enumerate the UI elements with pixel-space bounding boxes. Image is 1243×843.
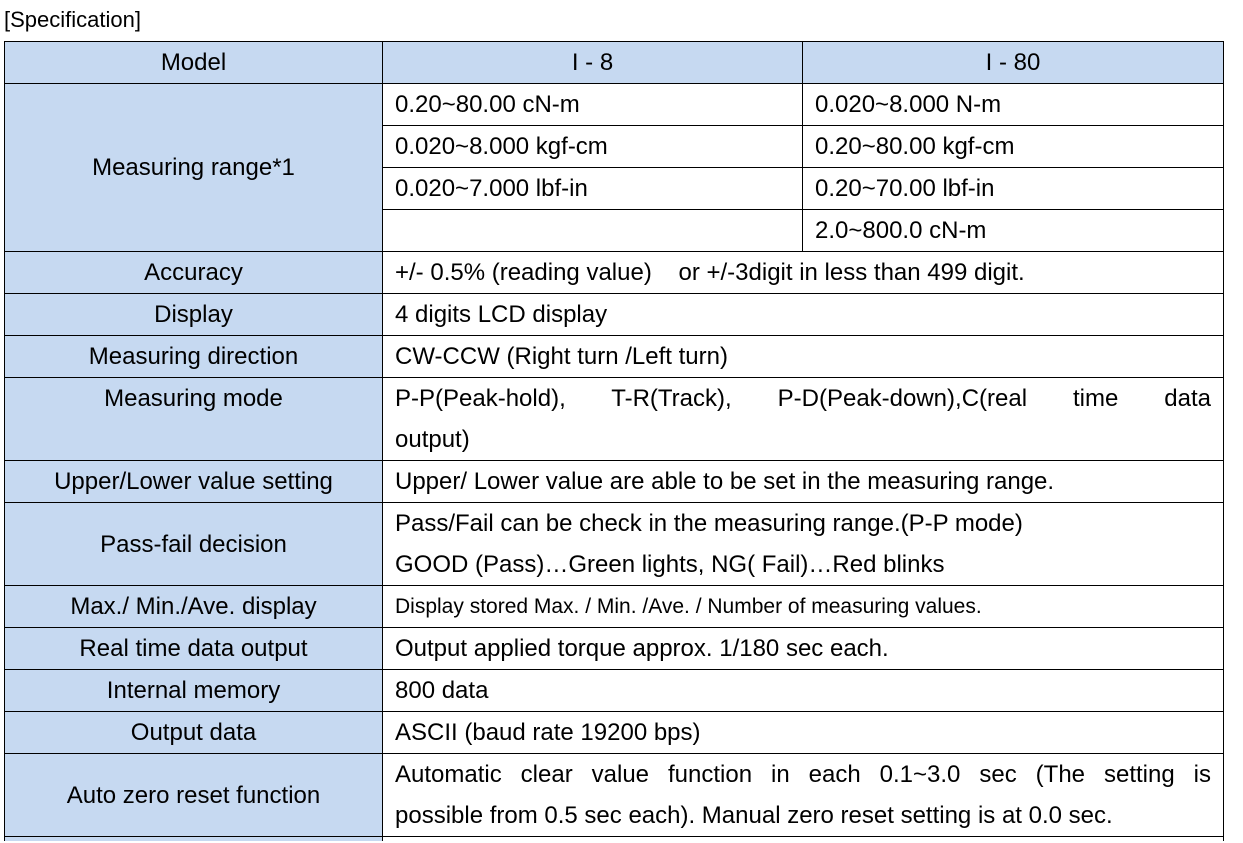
range-i8-cell xyxy=(383,210,803,252)
measuring-direction-label: Measuring direction xyxy=(5,336,383,378)
continuation-label-cell xyxy=(5,837,383,842)
output-data-value: ASCII (baud rate 19200 bps) xyxy=(383,712,1224,754)
header-i8: I - 8 xyxy=(383,42,803,84)
range-i80-cell: 2.0~800.0 cN-m xyxy=(803,210,1224,252)
memory-label: Internal memory xyxy=(5,670,383,712)
table-header-row xyxy=(5,42,1224,84)
range-i80-cell: 0.20~80.00 kgf-cm xyxy=(803,126,1224,168)
output-data-label: Output data xyxy=(5,712,383,754)
specification-table xyxy=(4,41,1224,841)
accuracy-value: +/- 0.5% (reading value) or +/-3digit in less than 499 digit. xyxy=(383,252,1224,294)
pass-fail-line-2: GOOD (Pass)…Green lights, NG( Fail)…Red blinks xyxy=(395,551,945,578)
section-heading: [Specification] xyxy=(4,7,141,32)
max-min-label: Max./ Min./Ave. display xyxy=(5,586,383,628)
measuring-mode-line-2: output) xyxy=(395,426,470,453)
range-i80-cell: 0.020~8.000 N-m xyxy=(803,84,1224,126)
table-row-measuring-range-1 xyxy=(5,84,1224,126)
table-row-auto-zero xyxy=(5,754,1224,837)
table-row-pass-fail xyxy=(5,503,1224,586)
table-row-realtime xyxy=(5,628,1224,670)
header-model: Model xyxy=(5,42,383,84)
upper-lower-label: Upper/Lower value setting xyxy=(5,461,383,503)
range-i8-cell: 0.020~8.000 kgf-cm xyxy=(383,126,803,168)
measuring-range-label: Measuring range*1 xyxy=(5,84,383,252)
table-row-accuracy xyxy=(5,252,1224,294)
header-i80: I - 80 xyxy=(803,42,1224,84)
table-row-display xyxy=(5,294,1224,336)
range-i80-cell: 0.20~70.00 lbf-in xyxy=(803,168,1224,210)
realtime-label: Real time data output xyxy=(5,628,383,670)
measuring-mode-line-1: P-P(Peak-hold), T-R(Track), P-D(Peak-down),C(real time data xyxy=(395,385,1211,412)
auto-zero-line-2: possible from 0.5 sec each). Manual zero reset setting is at 0.0 sec. xyxy=(395,802,1113,829)
table-row-memory xyxy=(5,670,1224,712)
upper-lower-value: Upper/ Lower value are able to be set in the measuring range. xyxy=(383,461,1224,503)
pass-fail-value xyxy=(383,503,1224,586)
max-min-value: Display stored Max. / Min. /Ave. / Number of measuring values. xyxy=(383,586,1224,628)
auto-zero-line-1: Automatic clear value function in each 0.1~3.0 sec (The setting is xyxy=(395,761,1211,788)
continuation-value-cell xyxy=(383,837,1224,842)
table-row-upper-lower xyxy=(5,461,1224,503)
display-label: Display xyxy=(5,294,383,336)
pass-fail-label: Pass-fail decision xyxy=(5,503,383,586)
table-row-continuation xyxy=(5,837,1224,842)
table-row-measuring-mode xyxy=(5,378,1224,461)
range-i8-cell: 0.020~7.000 lbf-in xyxy=(383,168,803,210)
table-row-output-data xyxy=(5,712,1224,754)
measuring-direction-value: CW-CCW (Right turn /Left turn) xyxy=(383,336,1224,378)
realtime-value: Output applied torque approx. 1/180 sec each. xyxy=(383,628,1224,670)
memory-value: 800 data xyxy=(383,670,1224,712)
range-i8-cell: 0.20~80.00 cN-m xyxy=(383,84,803,126)
measuring-mode-label: Measuring mode xyxy=(5,378,383,461)
auto-zero-label: Auto zero reset function xyxy=(5,754,383,837)
table-row-measuring-direction xyxy=(5,336,1224,378)
measuring-mode-value xyxy=(383,378,1224,461)
display-value: 4 digits LCD display xyxy=(383,294,1224,336)
table-row-max-min xyxy=(5,586,1224,628)
auto-zero-value xyxy=(383,754,1224,837)
pass-fail-line-1: Pass/Fail can be check in the measuring range.(P-P mode) xyxy=(395,510,1023,537)
accuracy-label: Accuracy xyxy=(5,252,383,294)
